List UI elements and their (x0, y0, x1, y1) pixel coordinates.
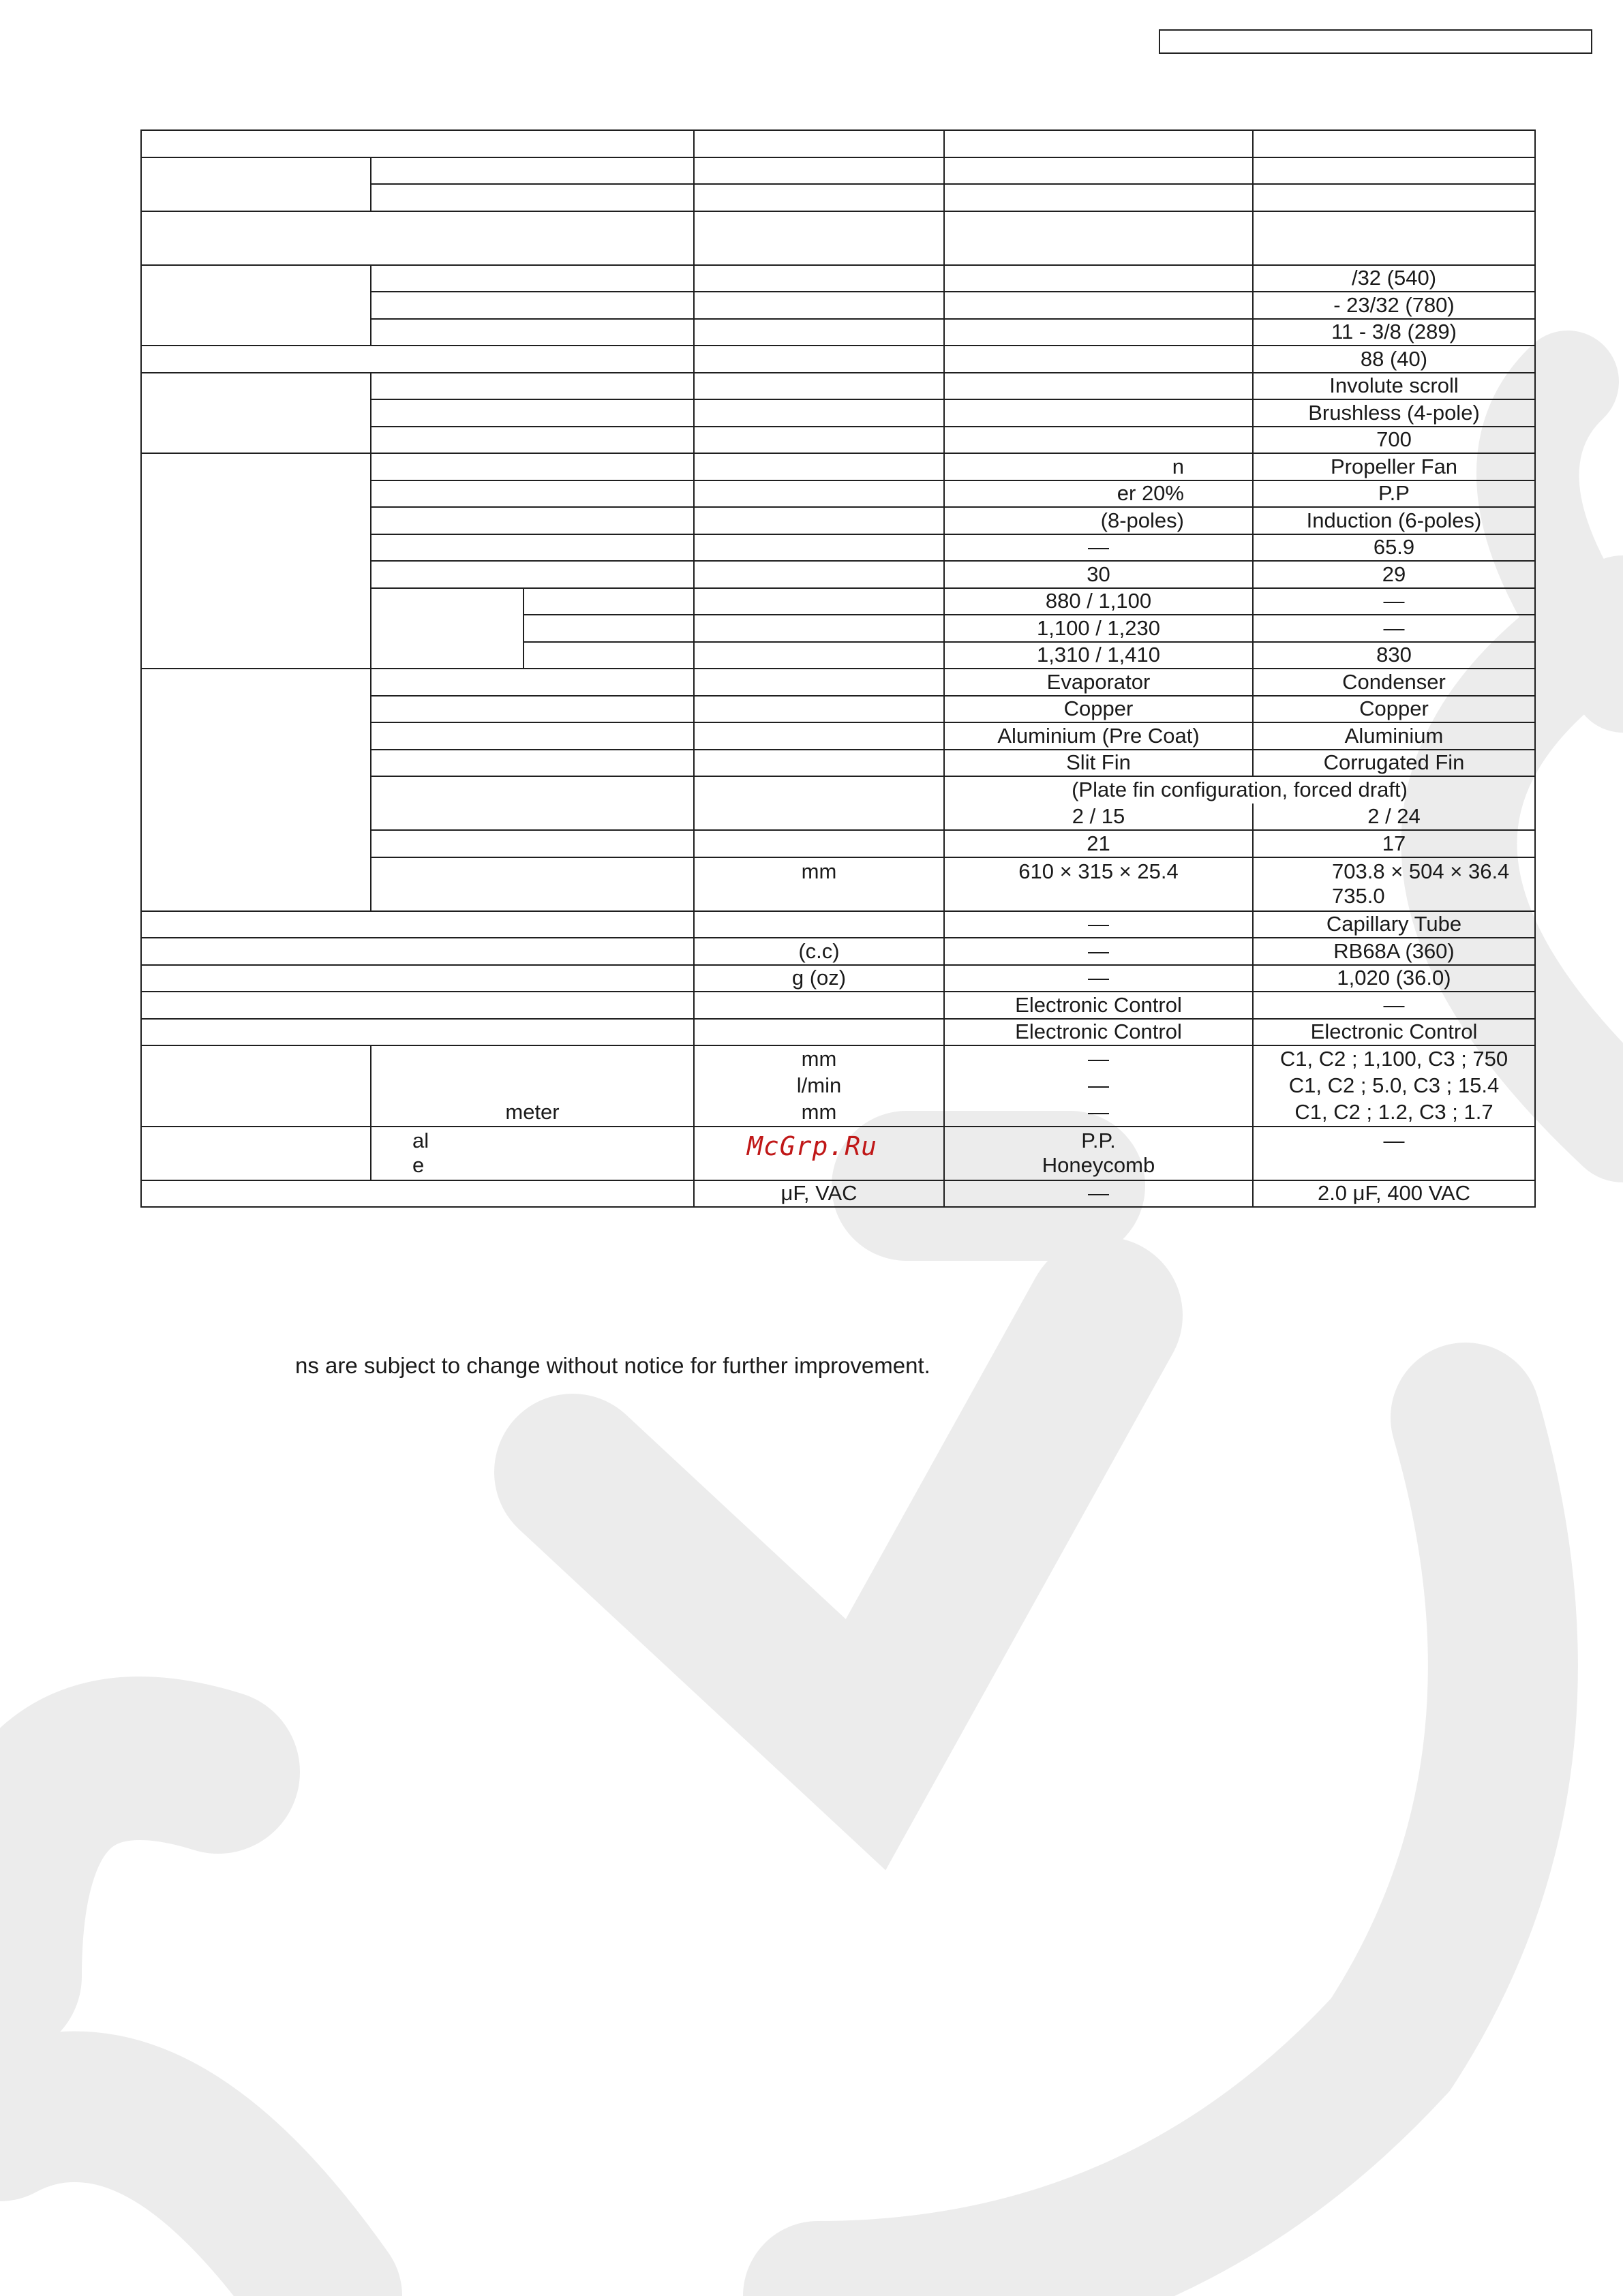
section-cell-dimensions (141, 265, 371, 346)
fan-material-indoor: er 20% (944, 480, 1253, 508)
watermark-text: McGrp.Ru (747, 1131, 878, 1161)
row-label (371, 265, 694, 292)
hx-description-outdoor: Condenser (1253, 669, 1535, 696)
capacitor-outdoor: 2.0 μF, 400 VAC (1253, 1180, 1535, 1208)
hx-fin-material-outdoor: Aluminium (1253, 722, 1535, 750)
row-label (371, 857, 694, 911)
table-row (141, 1180, 1535, 1208)
row-label (371, 480, 694, 508)
pipe-outdoor-3: C1, C2 ; 1.2, C3 ; 1.7 (1253, 1099, 1535, 1127)
unit-cell (694, 507, 944, 534)
fan-speed2-indoor: 1,100 / 1,230 (944, 615, 1253, 642)
row-label (371, 561, 694, 588)
control1-indoor: Electronic Control (944, 992, 1253, 1019)
row-label-capacitor (141, 1180, 694, 1208)
table-row (141, 346, 1535, 373)
row-label (371, 373, 694, 400)
fan-speed3-outdoor: 830 (1253, 642, 1535, 669)
row-label (371, 696, 694, 723)
row-label (371, 453, 694, 480)
pipe-label: meter (371, 1045, 694, 1127)
row-label-weight (141, 346, 694, 373)
section-cell-heat-exchanger (141, 669, 371, 911)
row-label-refrigerant (141, 965, 694, 992)
section-cell-fan (141, 453, 371, 669)
fan-value2-outdoor: 29 (1253, 561, 1535, 588)
table-row (141, 1045, 1535, 1073)
unit-cell (694, 830, 944, 857)
outdoor-dim-3: 11 - 3/8 (289) (1253, 319, 1535, 346)
document-header-box (1159, 29, 1592, 54)
header-cell-indoor (944, 130, 1253, 157)
row-label (371, 669, 694, 696)
filter-label: al e (371, 1127, 694, 1180)
unit-cell (694, 588, 944, 615)
row-label-refrigerant-control (141, 911, 694, 938)
row-label (371, 830, 694, 857)
table-row (141, 911, 1535, 938)
row-label (371, 534, 694, 562)
compressor-motor: Brushless (4-pole) (1253, 399, 1535, 427)
unit-cell (694, 669, 944, 696)
row-label (371, 157, 694, 185)
indoor-cell (944, 292, 1253, 319)
unit-cell (694, 534, 944, 562)
fan-motor-outdoor: Induction (6-poles) (1253, 507, 1535, 534)
unit-cell (694, 722, 944, 750)
table-row (141, 938, 1535, 965)
refrigerant-indoor: — (944, 965, 1253, 992)
row-label (371, 722, 694, 750)
unit-cell (694, 750, 944, 777)
row-label (371, 427, 694, 454)
fan-speed2-outdoor: — (1253, 615, 1535, 642)
ref-control-indoor: — (944, 911, 1253, 938)
compressor-output: 700 (1253, 427, 1535, 454)
row-label (371, 750, 694, 777)
table-row (141, 157, 1535, 185)
capacitor-indoor: — (944, 1180, 1253, 1208)
hx-rows-outdoor: 2 / 24 (1253, 803, 1535, 831)
hx-fin-type-outdoor: Corrugated Fin (1253, 750, 1535, 777)
unit-cell (694, 561, 944, 588)
hx-description-indoor: Evaporator (944, 669, 1253, 696)
unit-cell (694, 696, 944, 723)
indoor-cell (944, 373, 1253, 400)
unit-cell (694, 427, 944, 454)
unit-cell (694, 992, 944, 1019)
header-cell-unit (694, 130, 944, 157)
table-row (141, 265, 1535, 292)
row-label (524, 588, 694, 615)
header-cell-outdoor (1253, 130, 1535, 157)
pipe-indoor-3: — (944, 1099, 1253, 1127)
oil-outdoor: RB68A (360) (1253, 938, 1535, 965)
table-row (141, 453, 1535, 480)
indoor-cell (944, 346, 1253, 373)
section-cell-piping (141, 1045, 371, 1127)
fan-speed3-indoor: 1,310 / 1,410 (944, 642, 1253, 669)
outdoor-dim-2: - 23/32 (780) (1253, 292, 1535, 319)
outdoor-dim-1: /32 (540) (1253, 265, 1535, 292)
oil-indoor: — (944, 938, 1253, 965)
fan-speed1-outdoor: — (1253, 588, 1535, 615)
table-row (141, 211, 1535, 265)
hx-fpi-outdoor: 17 (1253, 830, 1535, 857)
refrigerant-outdoor: 1,020 (36.0) (1253, 965, 1535, 992)
unit-cell (694, 184, 944, 211)
indoor-cell (944, 265, 1253, 292)
outdoor-cell (1253, 184, 1535, 211)
specification-table (140, 129, 1536, 1208)
unit-cell (694, 642, 944, 669)
indoor-cell (944, 399, 1253, 427)
outdoor-cell (1253, 157, 1535, 185)
fan-motor-indoor: (8-poles) (944, 507, 1253, 534)
hx-size-unit: mm (694, 857, 944, 911)
table-row (141, 992, 1535, 1019)
hx-size-outdoor: 703.8 × 504 × 36.4 735.0 (1253, 857, 1535, 911)
row-label (371, 184, 694, 211)
control2-indoor: Electronic Control (944, 1019, 1253, 1046)
table-header-row (141, 130, 1535, 157)
unit-cell (694, 346, 944, 373)
row-label (371, 292, 694, 319)
table-row (141, 669, 1535, 696)
unit-cell (694, 319, 944, 346)
row-label (371, 776, 694, 830)
unit-cell (694, 292, 944, 319)
indoor-cell (944, 427, 1253, 454)
section-cell (141, 157, 371, 211)
row-label-oil (141, 938, 694, 965)
table-row (141, 1019, 1535, 1046)
pipe-indoor-2: — (944, 1073, 1253, 1100)
pipe-indoor-1: — (944, 1045, 1253, 1073)
pipe-outdoor-2: C1, C2 ; 5.0, C3 ; 15.4 (1253, 1073, 1535, 1100)
pipe-unit-2: l/min (694, 1073, 944, 1100)
fan-type-outdoor: Propeller Fan (1253, 453, 1535, 480)
fan-type-indoor: n (944, 453, 1253, 480)
table-row (141, 373, 1535, 400)
indoor-cell (944, 319, 1253, 346)
footnote: ns are subject to change without notice for further improvement. (295, 1353, 930, 1378)
fan-value2-indoor: 30 (944, 561, 1253, 588)
row-label-control-1 (141, 992, 694, 1019)
fan-material-outdoor: P.P (1253, 480, 1535, 508)
row-label (524, 642, 694, 669)
unit-cell (694, 265, 944, 292)
header-cell-item (141, 130, 694, 157)
row-label (371, 507, 694, 534)
unit-cell (694, 1019, 944, 1046)
row-label-control-2 (141, 1019, 694, 1046)
pipe-unit-1: mm (694, 1045, 944, 1073)
row-label (371, 399, 694, 427)
outdoor-weight: 88 (40) (1253, 346, 1535, 373)
ref-control-outdoor: Capillary Tube (1253, 911, 1535, 938)
refrigerant-unit: g (oz) (694, 965, 944, 992)
hx-rows-indoor: 2 / 15 (944, 803, 1253, 831)
unit-cell (694, 211, 944, 265)
hx-fpi-indoor: 21 (944, 830, 1253, 857)
pipe-unit-3: mm (694, 1099, 944, 1127)
oil-unit: (c.c) (694, 938, 944, 965)
hx-tube-indoor: Copper (944, 696, 1253, 723)
hx-tube-outdoor: Copper (1253, 696, 1535, 723)
unit-cell (694, 157, 944, 185)
fan-value1-outdoor: 65.9 (1253, 534, 1535, 562)
table-row (141, 965, 1535, 992)
unit-cell (694, 776, 944, 830)
fan-speed1-indoor: 880 / 1,100 (944, 588, 1253, 615)
capacitor-unit: μF, VAC (694, 1180, 944, 1208)
subsection-cell-speed (371, 588, 524, 669)
control2-outdoor: Electronic Control (1253, 1019, 1535, 1046)
row-label (371, 319, 694, 346)
unit-cell (694, 373, 944, 400)
filter-indoor: P.P. Honeycomb (944, 1127, 1253, 1180)
hx-fin-type-indoor: Slit Fin (944, 750, 1253, 777)
indoor-cell (944, 211, 1253, 265)
hx-fin-material-indoor: Aluminium (Pre Coat) (944, 722, 1253, 750)
row-label (141, 211, 694, 265)
section-cell-filter (141, 1127, 371, 1180)
hx-size-indoor: 610 × 315 × 25.4 (944, 857, 1253, 911)
indoor-cell (944, 184, 1253, 211)
unit-cell (694, 480, 944, 508)
unit-cell (694, 453, 944, 480)
unit-cell (694, 911, 944, 938)
row-label (524, 615, 694, 642)
fan-value1-indoor: — (944, 534, 1253, 562)
compressor-type: Involute scroll (1253, 373, 1535, 400)
filter-outdoor: — (1253, 1127, 1535, 1180)
outdoor-cell (1253, 211, 1535, 265)
pipe-outdoor-1: C1, C2 ; 1,100, C3 ; 750 (1253, 1045, 1535, 1073)
control1-outdoor: — (1253, 992, 1535, 1019)
section-cell-compressor (141, 373, 371, 454)
indoor-cell (944, 157, 1253, 185)
unit-cell (694, 399, 944, 427)
unit-cell (694, 615, 944, 642)
hx-configuration: (Plate fin configuration, forced draft) (944, 776, 1535, 803)
